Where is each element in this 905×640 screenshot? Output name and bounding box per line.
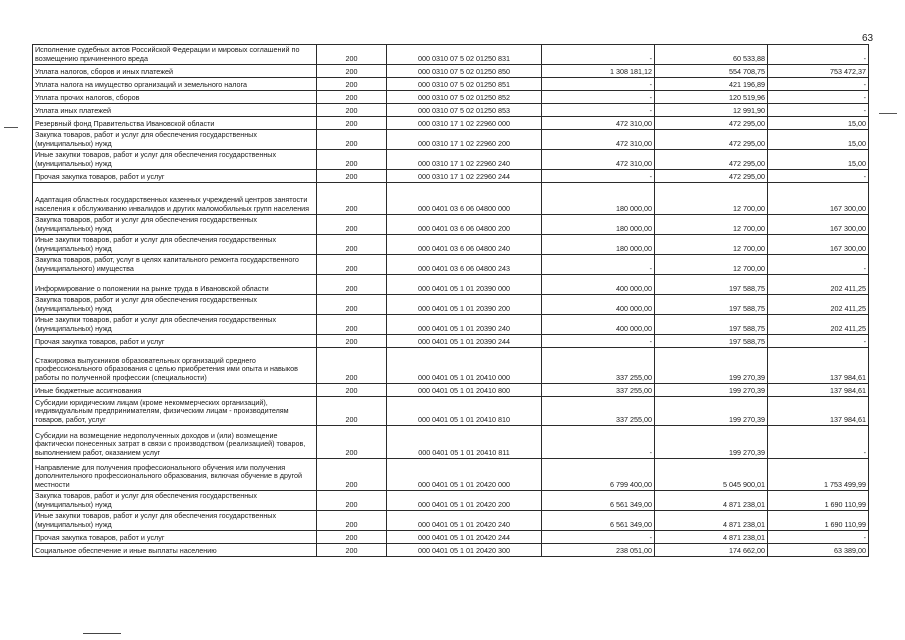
row-approved-amount: 6 561 349,00 [542, 491, 655, 511]
row-classification: 000 0310 17 1 02 22960 200 [387, 130, 542, 150]
row-classification: 000 0401 05 1 01 20420 300 [387, 544, 542, 557]
table-row [33, 130, 869, 150]
row-unexecuted-amount: 202 411,25 [768, 315, 869, 335]
row-classification: 000 0310 07 5 02 01250 853 [387, 104, 542, 117]
row-unexecuted-amount: 202 411,25 [768, 275, 869, 295]
row-name: Закупка товаров, работ, услуг в целях капитального ремонта государственного (муниципального) имущества [33, 255, 317, 275]
row-code: 200 [317, 117, 387, 130]
row-unexecuted-amount: 1 690 110,99 [768, 511, 869, 531]
row-executed-amount: 12 700,00 [655, 255, 768, 275]
row-approved-amount: - [542, 45, 655, 65]
table-row [33, 45, 869, 65]
scan-bottom-mark [83, 633, 121, 634]
row-classification: 000 0401 05 1 01 20420 000 [387, 459, 542, 491]
row-executed-amount: 197 588,75 [655, 315, 768, 335]
row-code: 200 [317, 45, 387, 65]
row-unexecuted-amount: 1 690 110,99 [768, 491, 869, 511]
table-row [33, 150, 869, 170]
row-executed-amount: 120 519,96 [655, 91, 768, 104]
row-unexecuted-amount: - [768, 104, 869, 117]
row-unexecuted-amount: - [768, 426, 869, 459]
row-code: 200 [317, 78, 387, 91]
row-approved-amount: 180 000,00 [542, 235, 655, 255]
row-unexecuted-amount: - [768, 78, 869, 91]
row-classification: 000 0401 05 1 01 20390 000 [387, 275, 542, 295]
row-code: 200 [317, 459, 387, 491]
row-classification: 000 0401 03 6 06 04800 200 [387, 215, 542, 235]
row-code: 200 [317, 397, 387, 426]
row-name: Иные закупки товаров, работ и услуг для обеспечения государственных (муниципальных) нужд [33, 235, 317, 255]
row-unexecuted-amount: 1 753 499,99 [768, 459, 869, 491]
row-executed-amount: 421 196,89 [655, 78, 768, 91]
row-executed-amount: 197 588,75 [655, 295, 768, 315]
row-approved-amount: 337 255,00 [542, 348, 655, 384]
row-name: Прочая закупка товаров, работ и услуг [33, 170, 317, 183]
row-executed-amount: 554 708,75 [655, 65, 768, 78]
row-executed-amount: 4 871 238,01 [655, 491, 768, 511]
row-unexecuted-amount: 167 300,00 [768, 235, 869, 255]
row-unexecuted-amount: 15,00 [768, 117, 869, 130]
row-code: 200 [317, 104, 387, 117]
scan-edge-mark-left [4, 127, 18, 128]
row-code: 200 [317, 384, 387, 397]
row-code: 200 [317, 91, 387, 104]
row-executed-amount: 199 270,39 [655, 397, 768, 426]
row-approved-amount: - [542, 255, 655, 275]
row-name: Стажировка выпускников образовательных организаций среднего профессионального образования с целью приобретения ими опыта и навыков работы по полученной профессии (специальности) [33, 348, 317, 384]
row-name: Закупка товаров, работ и услуг для обеспечения государственных (муниципальных) нужд [33, 295, 317, 315]
table-row [33, 117, 869, 130]
table-row [33, 491, 869, 511]
row-classification: 000 0401 05 1 01 20390 244 [387, 335, 542, 348]
row-code: 200 [317, 215, 387, 235]
row-classification: 000 0401 03 6 06 04800 000 [387, 183, 542, 215]
row-code: 200 [317, 255, 387, 275]
row-code: 200 [317, 183, 387, 215]
row-unexecuted-amount: 753 472,37 [768, 65, 869, 78]
row-code: 200 [317, 65, 387, 78]
row-code: 200 [317, 295, 387, 315]
row-code: 200 [317, 335, 387, 348]
row-executed-amount: 472 295,00 [655, 130, 768, 150]
budget-execution-table [32, 44, 869, 557]
row-unexecuted-amount: 137 984,61 [768, 397, 869, 426]
row-name: Уплата налога на имущество организаций и земельного налога [33, 78, 317, 91]
row-executed-amount: 4 871 238,01 [655, 531, 768, 544]
row-classification: 000 0310 17 1 02 22960 244 [387, 170, 542, 183]
row-unexecuted-amount: 202 411,25 [768, 295, 869, 315]
row-classification: 000 0310 17 1 02 22960 000 [387, 117, 542, 130]
row-code: 200 [317, 315, 387, 335]
row-executed-amount: 4 871 238,01 [655, 511, 768, 531]
row-approved-amount: - [542, 91, 655, 104]
row-classification: 000 0401 03 6 06 04800 240 [387, 235, 542, 255]
row-classification: 000 0401 05 1 01 20420 244 [387, 531, 542, 544]
row-name: Уплата налогов, сборов и иных платежей [33, 65, 317, 78]
row-code: 200 [317, 235, 387, 255]
table-row [33, 426, 869, 459]
scan-edge-mark-right [879, 113, 897, 114]
row-name: Закупка товаров, работ и услуг для обеспечения государственных (муниципальных) нужд [33, 491, 317, 511]
table-row [33, 183, 869, 215]
row-name: Иные закупки товаров, работ и услуг для обеспечения государственных (муниципальных) нужд [33, 315, 317, 335]
row-approved-amount: 180 000,00 [542, 215, 655, 235]
table-row [33, 275, 869, 295]
table-row [33, 511, 869, 531]
row-code: 200 [317, 275, 387, 295]
row-approved-amount: 400 000,00 [542, 295, 655, 315]
row-name: Социальное обеспечение и иные выплаты населению [33, 544, 317, 557]
row-name: Субсидии юридическим лицам (кроме некоммерческих организаций), индивидуальным предпринимателям, физическим лицам - производителям товаров, работ, услуг [33, 397, 317, 426]
row-approved-amount: 400 000,00 [542, 315, 655, 335]
row-classification: 000 0401 05 1 01 20410 000 [387, 348, 542, 384]
row-executed-amount: 5 045 900,01 [655, 459, 768, 491]
row-executed-amount: 12 700,00 [655, 215, 768, 235]
row-approved-amount: 238 051,00 [542, 544, 655, 557]
row-unexecuted-amount: - [768, 531, 869, 544]
row-approved-amount: - [542, 170, 655, 183]
row-code: 200 [317, 130, 387, 150]
row-code: 200 [317, 426, 387, 459]
row-classification: 000 0310 07 5 02 01250 851 [387, 78, 542, 91]
row-approved-amount: 472 310,00 [542, 117, 655, 130]
row-name: Прочая закупка товаров, работ и услуг [33, 335, 317, 348]
row-code: 200 [317, 150, 387, 170]
row-approved-amount: 400 000,00 [542, 275, 655, 295]
row-classification: 000 0401 05 1 01 20410 810 [387, 397, 542, 426]
table-row [33, 348, 869, 384]
row-unexecuted-amount: 63 389,00 [768, 544, 869, 557]
table-row [33, 384, 869, 397]
row-executed-amount: 12 700,00 [655, 183, 768, 215]
row-unexecuted-amount: 137 984,61 [768, 348, 869, 384]
row-name: Иные закупки товаров, работ и услуг для обеспечения государственных (муниципальных) нужд [33, 511, 317, 531]
table-row [33, 235, 869, 255]
row-unexecuted-amount: 167 300,00 [768, 183, 869, 215]
table-row [33, 459, 869, 491]
row-classification: 000 0401 05 1 01 20390 240 [387, 315, 542, 335]
row-approved-amount: - [542, 78, 655, 91]
row-name: Иные закупки товаров, работ и услуг для обеспечения государственных (муниципальных) нужд [33, 150, 317, 170]
row-executed-amount: 199 270,39 [655, 384, 768, 397]
row-approved-amount: 337 255,00 [542, 397, 655, 426]
row-unexecuted-amount: - [768, 170, 869, 183]
row-executed-amount: 12 700,00 [655, 235, 768, 255]
row-name: Исполнение судебных актов Российской Федерации и мировых соглашений по возмещению причиненного вреда [33, 45, 317, 65]
table-body [33, 45, 869, 557]
row-name: Направление для получения профессионального обучения или получения дополнительного профессионального образования, включая обучение в другой местности [33, 459, 317, 491]
row-code: 200 [317, 491, 387, 511]
row-classification: 000 0401 05 1 01 20390 200 [387, 295, 542, 315]
row-executed-amount: 197 588,75 [655, 275, 768, 295]
row-code: 200 [317, 531, 387, 544]
table-row [33, 104, 869, 117]
row-code: 200 [317, 348, 387, 384]
table-row [33, 78, 869, 91]
row-executed-amount: 12 991,90 [655, 104, 768, 117]
row-executed-amount: 199 270,39 [655, 348, 768, 384]
row-classification: 000 0310 07 5 02 01250 831 [387, 45, 542, 65]
row-unexecuted-amount: 137 984,61 [768, 384, 869, 397]
row-unexecuted-amount: - [768, 255, 869, 275]
row-executed-amount: 199 270,39 [655, 426, 768, 459]
row-name: Резервный фонд Правительства Ивановской области [33, 117, 317, 130]
row-approved-amount: 6 561 349,00 [542, 511, 655, 531]
row-name: Уплата прочих налогов, сборов [33, 91, 317, 104]
row-classification: 000 0401 03 6 06 04800 243 [387, 255, 542, 275]
row-unexecuted-amount: 15,00 [768, 130, 869, 150]
table-row [33, 255, 869, 275]
row-approved-amount: 180 000,00 [542, 183, 655, 215]
row-executed-amount: 174 662,00 [655, 544, 768, 557]
row-executed-amount: 472 295,00 [655, 117, 768, 130]
row-classification: 000 0401 05 1 01 20410 800 [387, 384, 542, 397]
row-executed-amount: 472 295,00 [655, 170, 768, 183]
row-approved-amount: 1 308 181,12 [542, 65, 655, 78]
row-unexecuted-amount: - [768, 335, 869, 348]
row-code: 200 [317, 511, 387, 531]
table-row [33, 335, 869, 348]
row-name: Субсидии на возмещение недополученных доходов и (или) возмещение фактически понесенных затрат в связи с производством (реализацией) товаров, выполнением работ, оказанием услуг [33, 426, 317, 459]
row-classification: 000 0310 07 5 02 01250 852 [387, 91, 542, 104]
row-approved-amount: 472 310,00 [542, 130, 655, 150]
row-classification: 000 0401 05 1 01 20420 200 [387, 491, 542, 511]
table-row [33, 315, 869, 335]
row-unexecuted-amount: - [768, 45, 869, 65]
row-approved-amount: 337 255,00 [542, 384, 655, 397]
row-classification: 000 0310 07 5 02 01250 850 [387, 65, 542, 78]
row-name: Адаптация областных государственных казенных учреждений центров занятости населения к обслуживанию инвалидов и других маломобильных групп населения [33, 183, 317, 215]
row-classification: 000 0310 17 1 02 22960 240 [387, 150, 542, 170]
table-row [33, 531, 869, 544]
table-row [33, 91, 869, 104]
row-name: Прочая закупка товаров, работ и услуг [33, 531, 317, 544]
table-row [33, 215, 869, 235]
page-number: 63 [862, 33, 874, 44]
table-row [33, 544, 869, 557]
row-unexecuted-amount: 167 300,00 [768, 215, 869, 235]
row-name: Информирование о положении на рынке труда в Ивановской области [33, 275, 317, 295]
row-approved-amount: 472 310,00 [542, 150, 655, 170]
row-name: Закупка товаров, работ и услуг для обеспечения государственных (муниципальных) нужд [33, 215, 317, 235]
row-code: 200 [317, 544, 387, 557]
table-row [33, 397, 869, 426]
row-classification: 000 0401 05 1 01 20420 240 [387, 511, 542, 531]
row-approved-amount: - [542, 531, 655, 544]
row-approved-amount: - [542, 335, 655, 348]
row-name: Иные бюджетные ассигнования [33, 384, 317, 397]
row-executed-amount: 197 588,75 [655, 335, 768, 348]
row-code: 200 [317, 170, 387, 183]
row-executed-amount: 60 533,88 [655, 45, 768, 65]
row-approved-amount: - [542, 104, 655, 117]
row-name: Закупка товаров, работ и услуг для обеспечения государственных (муниципальных) нужд [33, 130, 317, 150]
row-approved-amount: - [542, 426, 655, 459]
row-executed-amount: 472 295,00 [655, 150, 768, 170]
row-unexecuted-amount: 15,00 [768, 150, 869, 170]
table-row [33, 65, 869, 78]
row-approved-amount: 6 799 400,00 [542, 459, 655, 491]
row-classification: 000 0401 05 1 01 20410 811 [387, 426, 542, 459]
row-unexecuted-amount: - [768, 91, 869, 104]
table-row [33, 170, 869, 183]
table-row [33, 295, 869, 315]
row-name: Уплата иных платежей [33, 104, 317, 117]
